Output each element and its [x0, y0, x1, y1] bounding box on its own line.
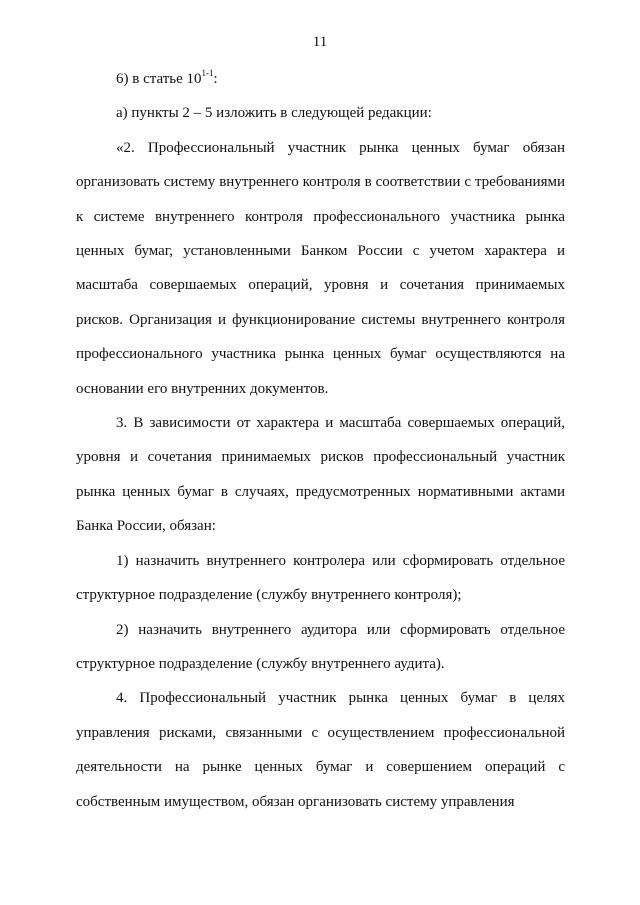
paragraph-subpoint-1: 1) назначить внутреннего контролера или сформировать отдельное структурное подразделение (службу внутреннего контроля);: [76, 552, 565, 604]
article-superscript: 1-1: [201, 68, 214, 78]
article-heading-colon: :: [213, 71, 218, 87]
amendment-intro: а) пункты 2 – 5 изложить в следующей редакции:: [116, 105, 432, 122]
paragraph-point-3: 3. В зависимости от характера и масштаба совершаемых операций, уровня и сочетания принимаемых рисков профессиональный участник рынка ценных бумаг в случаях, предусмотренных нормативными актами Банка России, обязан:: [76, 415, 565, 535]
document-body: [76, 62, 565, 819]
paragraph-point-4: 4. Профессиональный участник рынка ценных бумаг в целях управления рисками, связанными с осуществлением профессиональной деятельности на рынке ценных бумаг и совершением операций с собственным имуществом, обязан организовать систему управления: [76, 690, 565, 810]
paragraph-point-2: «2. Профессиональный участник рынка ценных бумаг обязан организовать систему внутреннего контроля в соответствии с требованиями к системе внутреннего контроля профессионального участника рынка ценных бумаг, установленными Банком России с учетом характера и масштаба совершаемых операций, уровня и сочетания принимаемых рисков. Организация и функционирование системы внутреннего контроля профессионального участника рынка ценных бумаг осуществляются на основании его внутренних документов.: [76, 139, 565, 397]
article-heading: [76, 62, 565, 96]
page-number: 11: [312, 34, 328, 50]
article-heading-text: 6) в статье 10: [116, 71, 202, 87]
paragraph-subpoint-2: 2) назначить внутреннего аудитора или сформировать отдельное структурное подразделение (службу внутреннего аудита).: [76, 621, 565, 672]
